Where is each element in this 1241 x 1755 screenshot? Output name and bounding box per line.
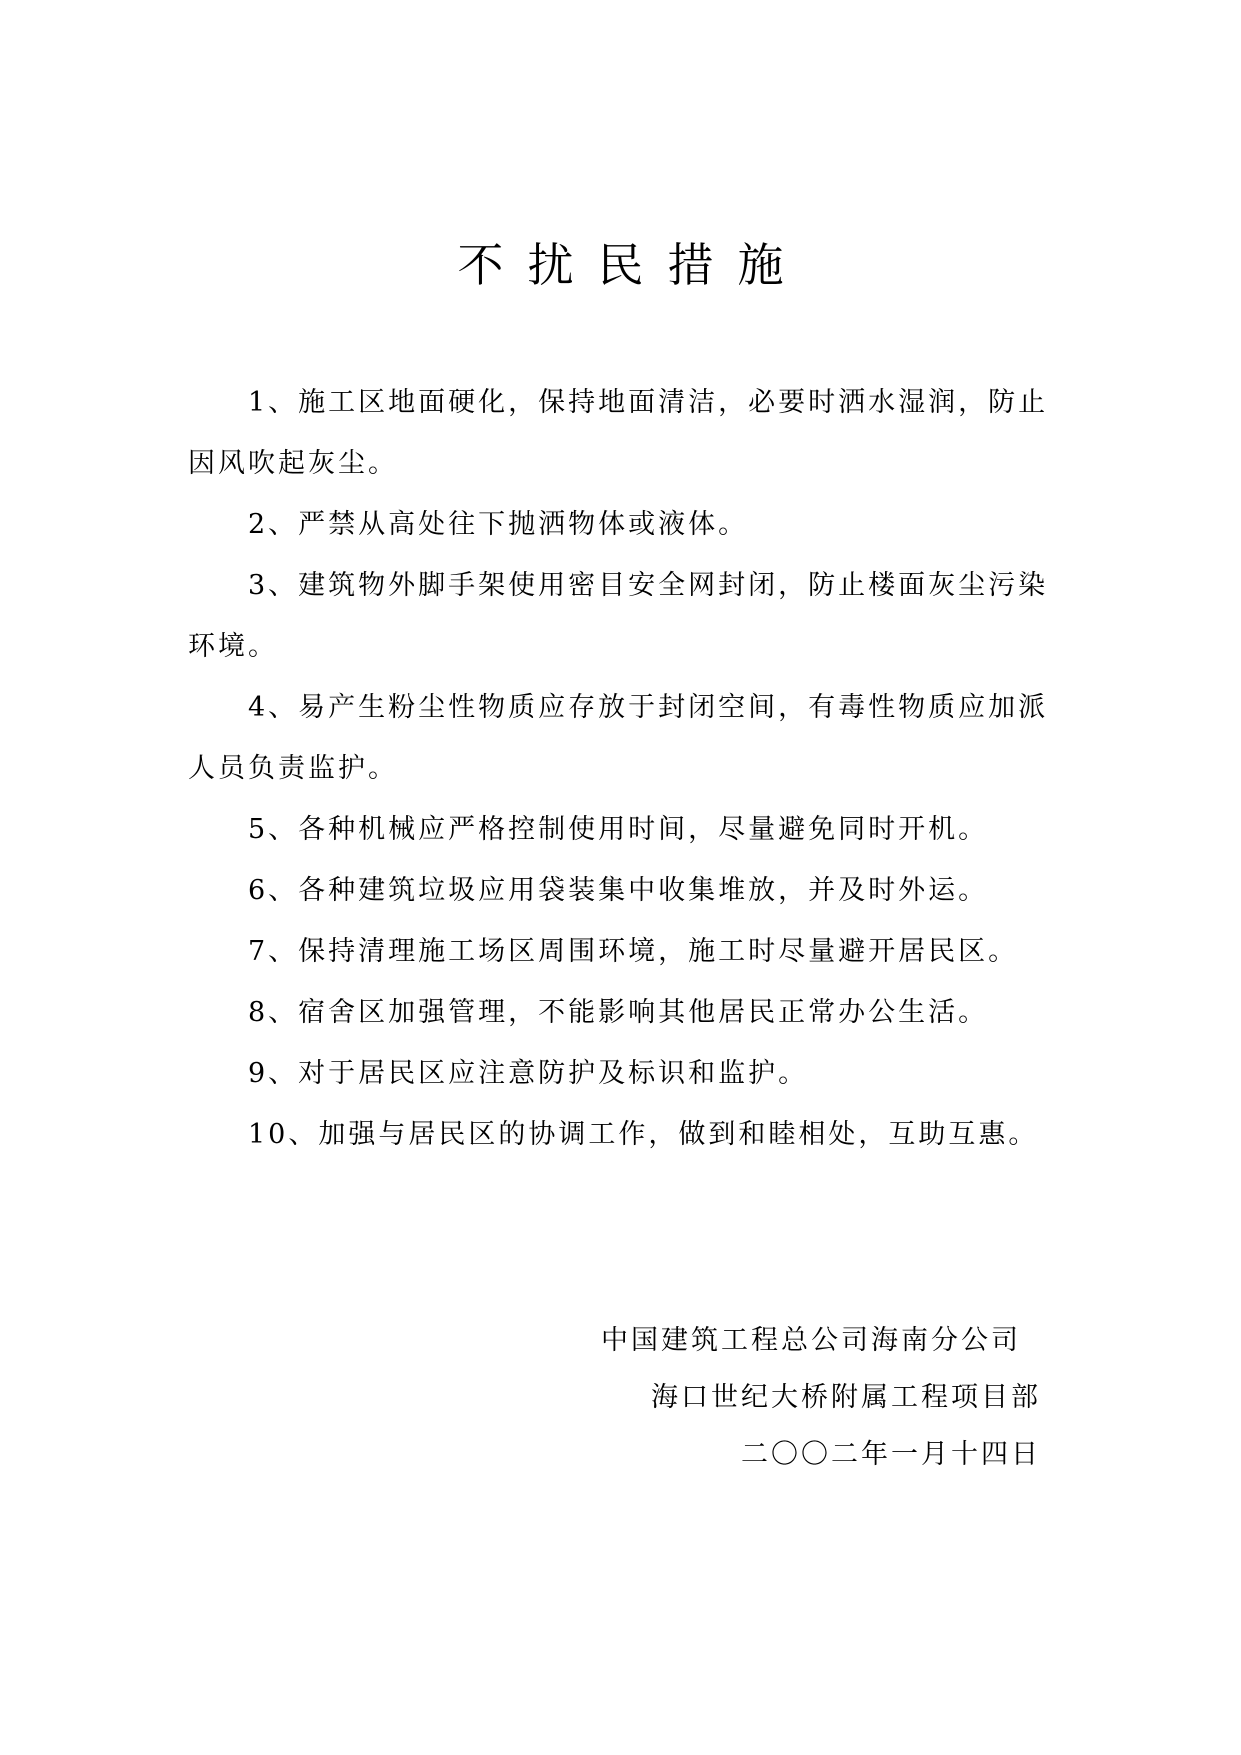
paragraph-2: 2、严禁从高处往下抛洒物体或液体。 [248, 509, 749, 540]
document-body [188, 372, 1053, 1165]
paragraph-6: 6、各种建筑垃圾应用袋装集中收集堆放，并及时外运。 [248, 875, 989, 906]
signature-date: 二〇〇二年一月十四日 [741, 1439, 1041, 1470]
document-title: 不扰民措施 [457, 238, 808, 292]
paragraph-5: 5、各种机械应严格控制使用时间，尽量避免同时开机。 [248, 814, 989, 845]
paragraph-4: 4、易产生粉尘性物质应存放于封闭空间，有毒性物质应加派人员负责监护。 [188, 692, 1049, 784]
paragraph-8: 8、宿舍区加强管理，不能影响其他居民正常办公生活。 [248, 997, 989, 1028]
signature-organization: 中国建筑工程总公司海南分公司 [601, 1325, 1021, 1356]
paragraph-10: 10、加强与居民区的协调工作，做到和睦相处，互助互惠。 [248, 1119, 1039, 1150]
paragraph-1: 1、施工区地面硬化，保持地面清洁，必要时洒水湿润，防止因风吹起灰尘。 [188, 387, 1049, 479]
paragraph-7: 7、保持清理施工场区周围环境，施工时尽量避开居民区。 [248, 936, 1019, 967]
signature-department: 海口世纪大桥附属工程项目部 [651, 1382, 1041, 1413]
paragraph-3: 3、建筑物外脚手架使用密目安全网封闭，防止楼面灰尘污染环境。 [188, 570, 1049, 662]
signature-block [601, 1312, 1041, 1483]
paragraph-9: 9、对于居民区应注意防护及标识和监护。 [248, 1058, 809, 1089]
